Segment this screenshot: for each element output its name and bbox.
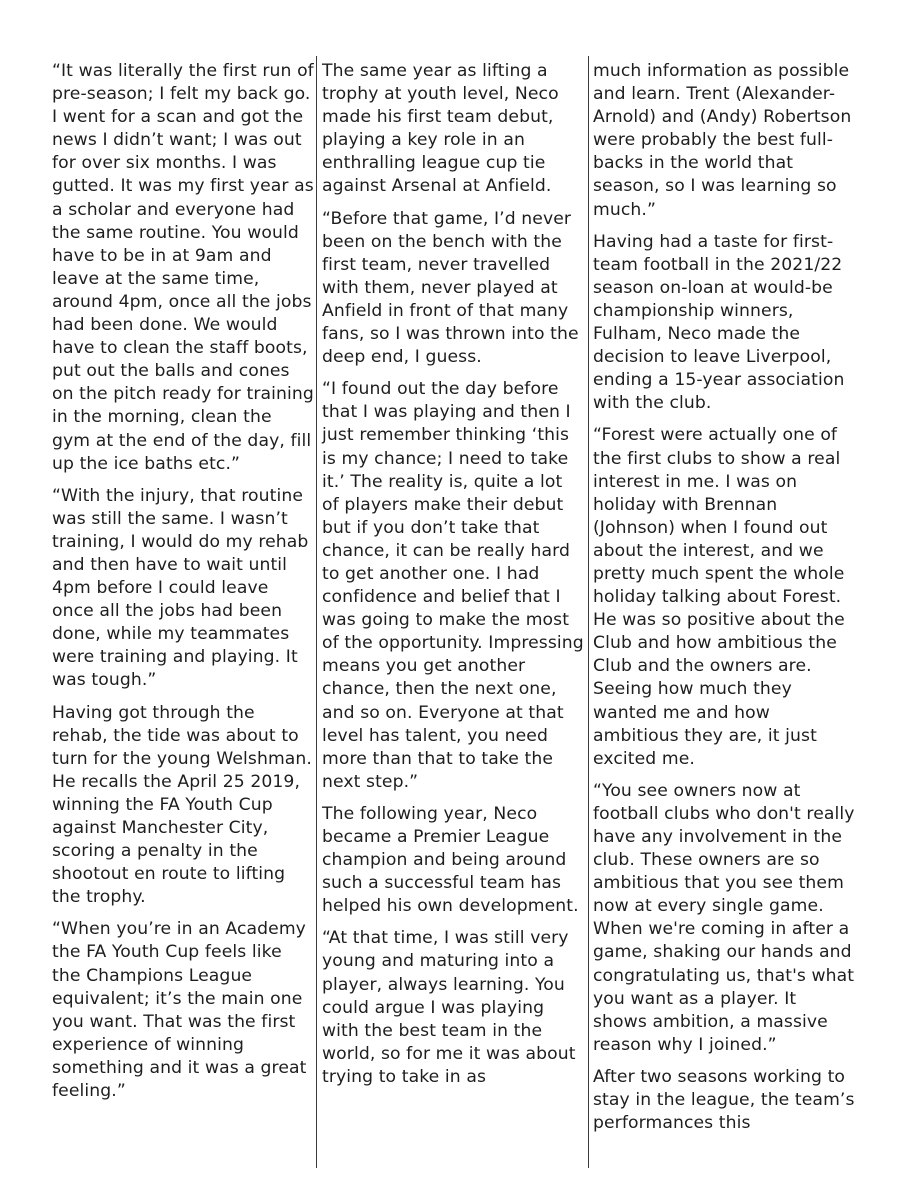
paragraph: “I found out the day before that I was playing and then I just remember thinking ‘this is my chance; I need to take it.’ The reality is, quite a lot of players make their debut but if you don’t take that chance, it can be really hard to get another one. I had confidence and belief that I was going to make the most of the opportunity. Impressing means you get another chance, then the next one, and so on. Everyone at that level has talent, you need more than that to take the next step.” <box>322 379 584 792</box>
article-column-1 <box>52 60 314 1112</box>
paragraph: Having got through the rehab, the tide was about to turn for the young Welshman. He recalls the April 25 2019, winning the FA Youth Cup against Manchester City, scoring a penalty in the shootout en route to lifting the trophy. <box>52 702 312 908</box>
paragraph: “Forest were actually one of the first clubs to show a real interest in me. I was on holiday with Brennan (Johnson) when I found out about the interest, and we pretty much spent the whole holiday talking about Forest. He was so positive about the Club and how ambitious the Club and the owners are. Seeing how much they wanted me and how ambitious they are, it just excited me. <box>593 425 845 769</box>
paragraph: The following year, Neco became a Premier League champion and being around such a successful team has helped his own development. <box>322 803 579 917</box>
paragraph: The same year as lifting a trophy at youth level, Neco made his first team debut, playing a key role in an enthralling league cup tie against Arsenal at Anfield. <box>322 61 559 197</box>
paragraph: “At that time, I was still very young and maturing into a player, always learning. You could argue I was playing with the best team in the world, so for me it was about trying to take in as <box>322 928 576 1087</box>
paragraph: “It was literally the first run of pre-season; I felt my back go. I went for a scan and got the news I didn’t want; I was out for over six months. I was gutted. It was my first year as a scholar and everyone had the same routine. You would have to be in at 9am and leave at the same time, around 4pm, once all the jobs had been done. We would have to clean the staff boots, put out the balls and cones on the pitch ready for training in the morning, clean the gym at the end of the day, fill up the ice baths etc.” <box>52 61 314 474</box>
column-divider <box>588 56 589 1168</box>
paragraph: “With the injury, that routine was still the same. I wasn’t training, I would do my rehab and then have to wait until 4pm before I could leave once all the jobs had been done, while my teammates were training and playing. It was tough.” <box>52 485 309 691</box>
paragraph: “Before that game, I’d never been on the bench with the first team, never travelled with them, never played at Anfield in front of that many fans, so I was thrown into the deep end, I guess. <box>322 208 579 368</box>
paragraph: much information as possible and learn. Trent (Alexander-Arnold) and (Andy) Robertson were probably the best full-backs in the world that season, so I was learning so much.” <box>593 61 852 220</box>
paragraph: After two seasons working to stay in the league, the team’s performances this <box>593 1066 855 1134</box>
paragraph: “When you’re in an Academy the FA Youth Cup feels like the Champions League equivalent; it’s the main one you want. That was the first experience of winning something and it was a great feeling.” <box>52 919 307 1102</box>
column-divider <box>316 56 317 1168</box>
article-column-2 <box>322 60 584 1098</box>
paragraph: Having had a taste for first-team football in the 2021/22 season on-loan at would-be championship winners, Fulham, Neco made the decision to leave Liverpool, ending a 15-year association with the club. <box>593 231 845 414</box>
article-column-3 <box>593 60 855 1144</box>
paragraph: “You see owners now at football clubs who don't really have any involvement in the club. These owners are so ambitious that you see them now at every single game. When we're coming in after a game, shaking our hands and congratulating us, that's what you want as a player. It shows ambition, a massive reason why I joined.” <box>593 780 855 1055</box>
